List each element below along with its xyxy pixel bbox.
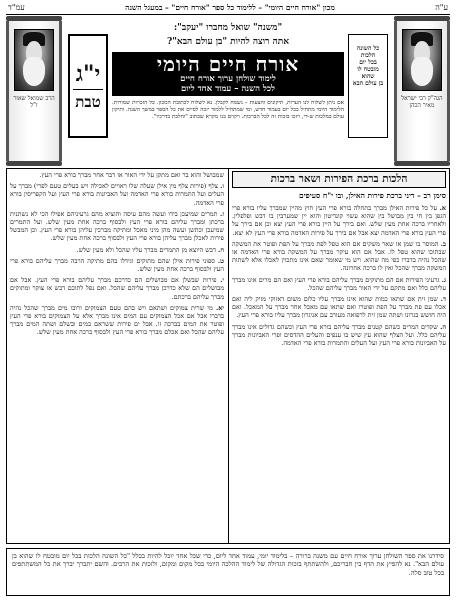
slogan: אתה רוצה להיות "בן עולם הבא"? <box>166 37 290 47</box>
paragraph-number: ג. <box>441 275 446 284</box>
top-strip <box>0 0 456 14</box>
paragraph <box>232 295 446 320</box>
paragraph-text: מי שרית צמוקים ושתאם ויש בהם טעם הצמוקים ורובו מים מברך שהכל נהיה בדברו אבל אם אכל הצמוקים עם המים אינו מברך אלא על הצמוקים בורא פרי העץ ופוטר את המים בברכה זו. אבל ים פירות ששראם במים ובשלם ושתה המים מברך עליהם שהכל ואם אכלם מברך בורא פרי העץ ולבסוף ברכה אחת מעין שלש. <box>10 303 224 337</box>
right-scroll <box>394 16 450 166</box>
paragraph-text: שקדים המרים כשהם קטנים מברך עליהם בורא פרי העץ וכשהם גדולים אינו מברך עליהם כלל. ועל הצלף שהוא עץ שיש בו ענפים והעלים ההדסים ופרי האביונות מברך על האביונות בורא פרי העץ ועל העלים והתמרות בורא פרי האדמה. <box>232 322 446 348</box>
paragraph <box>10 210 224 243</box>
paragraph-number: י. <box>220 276 224 285</box>
right-paragraphs <box>232 204 446 347</box>
paragraph-number: ו. <box>220 182 224 191</box>
promise-line-0: כל השונה <box>356 45 380 52</box>
right-scroll-body <box>394 21 450 161</box>
paragraph <box>10 182 224 207</box>
top-strip-center: מכון "אורח חיים היומי" – ללימוד כל ספר "אורח חיים" – במעגל השנה <box>125 2 335 12</box>
left-portrait <box>14 29 54 91</box>
paragraph <box>10 276 224 301</box>
paragraph-number: א. <box>439 204 446 212</box>
subtitle-line: "משנה" שואל מחברו "יעקב": <box>173 23 283 33</box>
portrait-beard <box>23 57 44 86</box>
date-divider <box>73 89 103 90</box>
right-scroll-caption: הגה"ק רבי ישראל מאיר הכהן <box>401 95 443 109</box>
paragraph <box>232 276 446 292</box>
paragraph-number: ה. <box>440 322 446 331</box>
left-scroll-body <box>6 21 62 161</box>
paragraph-number: ד. <box>440 295 446 304</box>
paragraph-text: שמן זית אם שתאו כמות שהוא אינו מברך עליו כלום משום דאזוקי מזיק ליה ואם אכלו עם פת מברך על הפת ופוטרו ואם שתאו עם מאכל אחר מברך על המאכל. ואם היה חושש בגרונו ושתה שמן זית לרפואה מעורב עם אניגרון מברך עליו בורא פרי העץ. <box>232 295 446 320</box>
notice-text: אם ניתן לשלוח לנו הערות, תיקונים והצעות – נשמח לקבלן. נא לשלוח לכתובת המכון. כל הזכויות שמורות. הלימוד היומי מתחיל בכל יום בעמוד חדש, ומי שמתחיל ללמוד יזכה לסיים את כל הספר במשך השנה. ותיקון עולם במלכות ש-די, ויזכו בזכות זה לכל הברכות. ויקוים בנו מקרא שכתוב "והלכת בדרכיו". <box>112 100 344 120</box>
banner-line1: לימוד שולחן ערוך אורח חיים <box>180 74 276 84</box>
right-portrait <box>402 29 442 91</box>
promise-line-3: מובטח לו <box>357 66 379 73</box>
paragraph-text: צלף (פירות צלף מין אילן שעלה שלו ראויים לאכילה ויש בעלים טעם לפרי) מברך על העלים ועל התמרות בורא פרי האדמה ועל האביונות בורא פרי העץ ועל הקפריסין בורא פרי האדמה. <box>10 182 224 207</box>
paragraph-text: המוסר בו שמן או שאר משקים אם הוא טפל לפת מברך על הפת ופוטר את המשקה שבתוכו שהוא טפל לו. אבל אם הוא עיקר מברך על המשקה בורא פרי האדמה או שהכל נהיה בדברו כפי מה שהוא. ויש מי שאומר שאם אינו מתכוין לאכלו אלא לשתות המשקה מברך שהכל ואין לו ברכה אחרונה. <box>232 239 446 273</box>
paragraph-text: ספוני פירות אילן שהם מתוקים וגידלו בהם מתיקה הרבה מברך עליהם בורא פרי העץ ולבסוף ברכה אחת מעין שלש. <box>10 256 224 274</box>
promise-line-1: הלכות <box>360 52 376 59</box>
paragraph <box>232 204 446 237</box>
right-column <box>232 171 446 541</box>
date-box <box>68 34 108 138</box>
promise-line-5: בן עולם הבא <box>352 80 384 87</box>
date-day: י"ג <box>75 60 101 87</box>
paragraph-text: גרעיני הפירות אם הם מתוקים מברך עליהם בורא פרי העץ ואם הם מרים אינו מברך עליהם כלל ואם מתקם על ידי האור מברך עליהם שהכל. <box>232 275 446 292</box>
title-banner <box>112 52 344 96</box>
left-scroll <box>6 16 62 166</box>
paragraph-text: פירות שבשלן אם מבושלים הם כדרכם מברך עליהם בורא פרי העץ. אבל אם מבושלים הם שלא כדרכן מברך עליהם שהכל. ואם נפל לתוכם דבש או צוקר ומתוקים מברך עליהם ברכתם. <box>10 276 224 301</box>
paragraph-number: ט. <box>217 256 224 265</box>
banner-line2: לכל השנה – עמוד אחד ליום <box>180 84 276 94</box>
paragraph <box>10 304 224 337</box>
promise-box <box>348 34 388 138</box>
portrait-beard <box>411 57 432 86</box>
left-scroll-caption: הרב שמואל שאזר ז"ל <box>13 95 55 109</box>
siman-title: סימן רב – דיני ברכת פירות האילן, ובו י"ח סעיפים <box>299 191 446 200</box>
intro-text: שמבושל והוא בר ואם מתקן על ידי האור או דבר אחר מברך בורא פרי העץ. <box>39 171 224 179</box>
paragraph-number: ב. <box>440 239 446 248</box>
scroll-cap-bottom <box>394 161 450 166</box>
paragraph <box>10 246 224 254</box>
paragraph-text: על כל פירות האילן מברך בתחלה בורא פרי העץ חוץ מהיין שמברך עליו בורא פרי הגפן בין חי בין מבושל בין שהוא עשוי קונדיטון והוא יין שמערבין בו דבש ופלפלין. ולאחריו ברכה אחת מעין שלש. ואם בירך על היין בורא פרי העץ יצא וכן אם בירך על פרי העץ בורא פרי האדמה יצא אבל אם בירך על פירות האדמה בורא פרי העץ לא יצא. <box>232 204 446 237</box>
column-divider <box>228 168 229 544</box>
paragraph-number: יא. <box>215 303 224 312</box>
paragraph <box>10 257 224 273</box>
paragraph-number: ח. <box>217 245 224 254</box>
left-column <box>10 171 224 541</box>
top-strip-left: עמ"ד <box>8 2 25 12</box>
scroll-cap-bottom <box>6 161 62 166</box>
date-month: טבת <box>75 92 101 111</box>
promise-line-4: שהוא <box>361 73 375 80</box>
top-rule <box>6 14 450 15</box>
paragraph <box>232 240 446 273</box>
left-paragraphs <box>10 171 224 337</box>
promise-line-2: בכל יום <box>359 59 377 66</box>
top-strip-right: ע"ה <box>435 2 448 12</box>
paragraph-text: דבש היוצא מן התמרים מברך עליו שהכל ולא מעין שלש. <box>76 245 216 254</box>
footer-text: סידרנו את ספר השולחן ערוך אורח חיים עם משנה ברורה – בלימוד יומי, עמוד אחד ליום, כדי שכל אחד יוכל להיות בכלל "כל השונה הלכות בכל יום מובטח לו שהוא בן עולם הבא". נא להפיץ את הדף בין חבריכם, ולהשתתף בזכות הגדולה של לימוד ההלכה היומי בכל מקום ומקום, ולזכות את הרבים. והשם יתברך יברך את כל המשתתפים בכל טוב סלה. <box>6 548 450 596</box>
paragraph-number: ז. <box>219 209 224 218</box>
paragraph <box>232 323 446 348</box>
section-header: הלכות ברכת הפירות ושאר ברכות <box>232 171 446 188</box>
banner-title: אורח חיים היומי <box>156 52 300 76</box>
paragraph-text: תמרים שמיעכן בידו ועשה מהם עיסה והוציא מהם גרעיניהם אפילו הכי לא נשתנית ברכתן ומברך עליהם בורא פרי העץ ולבסוף ברכה אחת מעין שלש. ועל התמרים שמיעכן וכתשן ועשה מהן מיני מאכל ומתיקה מברכין עליהן בורא פרי העץ. וכן המבשל פירות לאכלן מברך עליהן בורא פרי העץ ולבסוף ברכה אחת מעין שלש. <box>10 209 224 243</box>
